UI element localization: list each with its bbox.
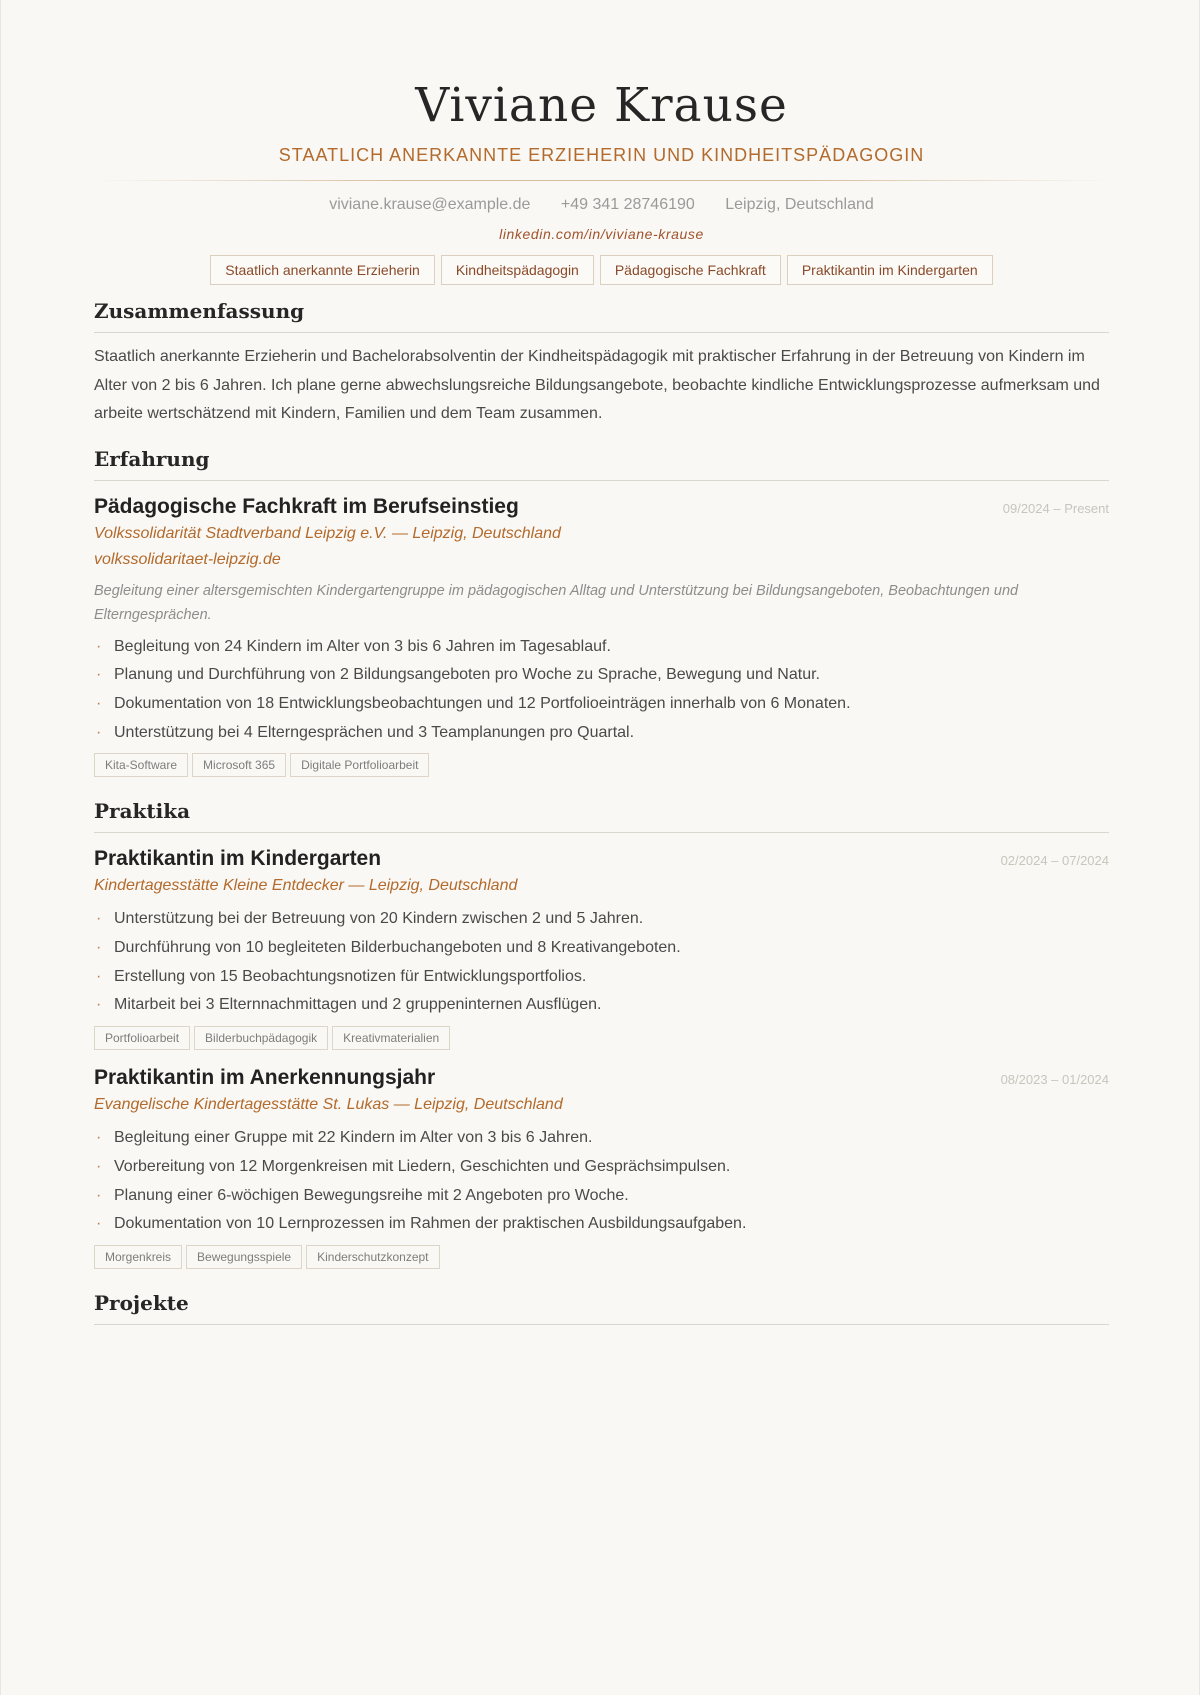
summary-text: Staatlich anerkannte Erzieherin und Bachelorabsolventin der Kindheitspädagogik mit praktischer Erfahrung in der Betreuung von Kindern im Alter von 2 bis 6 Jahren. Ich plane gerne abwechslungsreiche Bildungsangebote, beobachte kindliche Entwicklungsprozesse aufmerksam und arbeite wertschätzend mit Kindern, Familien und dem Team zusammen. xyxy=(94,348,1100,422)
internship-entry xyxy=(94,845,1109,1050)
skill-tag: Digitale Portfolioarbeit xyxy=(290,753,429,777)
header-divider xyxy=(94,180,1109,181)
internship-entry xyxy=(94,1064,1109,1269)
bullet-item: · Planung einer 6-wöchigen Bewegungsreihe mit 2 Angeboten pro Woche. xyxy=(94,1182,1109,1211)
skill-tag: Bilderbuchpädagogik xyxy=(194,1026,328,1050)
projects-section xyxy=(94,1291,1109,1325)
contact-phone[interactable]: +49 341 28746190 xyxy=(560,196,695,213)
resume-content xyxy=(94,0,1109,1325)
bullet-item: · Mitarbeit bei 3 Elternnachmittagen und 2 gruppeninternen Ausflügen. xyxy=(94,991,1109,1020)
entry-header xyxy=(94,493,1109,521)
entry-organization: Kindertagesstätte Kleine Entdecker — Leipzig, Deutschland xyxy=(94,877,518,895)
section-title-experience: Erfahrung xyxy=(94,447,1109,481)
candidate-subtitle: STAATLICH ANERKANNTE ERZIEHERIN UND KINDHEITSPÄDAGOGIN xyxy=(278,145,925,165)
skill-tag: Bewegungsspiele xyxy=(186,1245,302,1269)
candidate-name: Viviane Krause xyxy=(415,78,788,133)
bullet-item: · Durchführung von 10 begleiteten Bilderbuchangeboten und 8 Kreativangeboten. xyxy=(94,934,1109,963)
entry-title: Praktikantin im Anerkennungsjahr xyxy=(94,1066,436,1090)
entry-title: Pädagogische Fachkraft im Berufseinstieg xyxy=(94,494,519,518)
entry-tags xyxy=(94,1026,1109,1050)
role-chip: Staatlich anerkannte Erzieherin xyxy=(210,255,435,285)
role-chips xyxy=(94,255,1109,285)
section-title-summary: Zusammenfassung xyxy=(94,299,1109,333)
contact-location: Leipzig, Deutschland xyxy=(725,196,874,213)
entry-tags xyxy=(94,1245,1109,1269)
bullet-item: · Erstellung von 15 Beobachtungsnotizen für Entwicklungsportfolios. xyxy=(94,963,1109,992)
entry-bullets xyxy=(94,905,1109,1020)
linkedin-link[interactable]: linkedin.com/in/viviane-krause xyxy=(499,226,704,242)
entry-date: 02/2024 – 07/2024 xyxy=(1000,853,1109,869)
section-title-projects: Projekte xyxy=(94,1291,1109,1325)
skill-tag: Portfolioarbeit xyxy=(94,1026,190,1050)
entry-date: 09/2024 – Present xyxy=(1002,500,1109,516)
bullet-item: · Begleitung von 24 Kindern im Alter von 3 bis 6 Jahren im Tagesablauf. xyxy=(94,633,1109,662)
bullet-item: · Vorbereitung von 12 Morgenkreisen mit Liedern, Geschichten und Gesprächsimpulsen. xyxy=(94,1153,1109,1182)
contact-line xyxy=(94,195,1109,215)
experience-section xyxy=(94,447,1109,778)
entry-organization: Evangelische Kindertagesstätte St. Lukas — Leipzig, Deutschland xyxy=(94,1096,563,1114)
entry-date: 08/2023 – 01/2024 xyxy=(1000,1072,1109,1088)
resume-header xyxy=(94,0,1109,285)
bullet-item: · Unterstützung bei der Betreuung von 20 Kindern zwischen 2 und 5 Jahren. xyxy=(94,905,1109,934)
entry-description: Begleitung einer altersgemischten Kindergartengruppe im pädagogischen Alltag und Unterstützung bei Bildungsangeboten, Beobachtungen und Elterngesprächen. xyxy=(94,582,1019,623)
entry-header xyxy=(94,1064,1109,1092)
entry-website-link[interactable]: volkssolidaritaet-leipzig.de xyxy=(94,550,281,568)
skill-tag: Microsoft 365 xyxy=(192,753,286,777)
skill-tag: Kinderschutzkonzept xyxy=(306,1245,439,1269)
bullet-item: · Planung und Durchführung von 2 Bildungsangeboten pro Woche zu Sprache, Bewegung und Natur. xyxy=(94,661,1109,690)
bullet-item: · Dokumentation von 18 Entwicklungsbeobachtungen und 12 Portfolioeinträgen innerhalb von 6 Monaten. xyxy=(94,690,1109,719)
entry-header xyxy=(94,845,1109,873)
summary-section xyxy=(94,299,1109,429)
section-title-internships: Praktika xyxy=(94,799,1109,833)
entry-organization: Volkssolidarität Stadtverband Leipzig e.V. — Leipzig, Deutschland xyxy=(94,524,561,542)
internships-section xyxy=(94,799,1109,1269)
contact-email[interactable]: viviane.krause@example.de xyxy=(329,196,531,213)
skill-tag: Kita-Software xyxy=(94,753,188,777)
bullet-item: · Begleitung einer Gruppe mit 22 Kindern im Alter von 3 bis 6 Jahren. xyxy=(94,1124,1109,1153)
role-chip: Pädagogische Fachkraft xyxy=(600,255,781,285)
skill-tag: Kreativmaterialien xyxy=(332,1026,450,1050)
entry-tags xyxy=(94,753,1109,777)
entry-bullets xyxy=(94,633,1109,748)
role-chip: Praktikantin im Kindergarten xyxy=(787,255,993,285)
entry-bullets xyxy=(94,1124,1109,1239)
entry-title: Praktikantin im Kindergarten xyxy=(94,847,382,871)
bullet-item: · Dokumentation von 10 Lernprozessen im Rahmen der praktischen Ausbildungsaufgaben. xyxy=(94,1210,1109,1239)
bullet-item: · Unterstützung bei 4 Elterngesprächen und 3 Teamplanungen pro Quartal. xyxy=(94,719,1109,748)
experience-entry xyxy=(94,493,1109,778)
skill-tag: Morgenkreis xyxy=(94,1245,182,1269)
role-chip: Kindheitspädagogin xyxy=(441,255,594,285)
